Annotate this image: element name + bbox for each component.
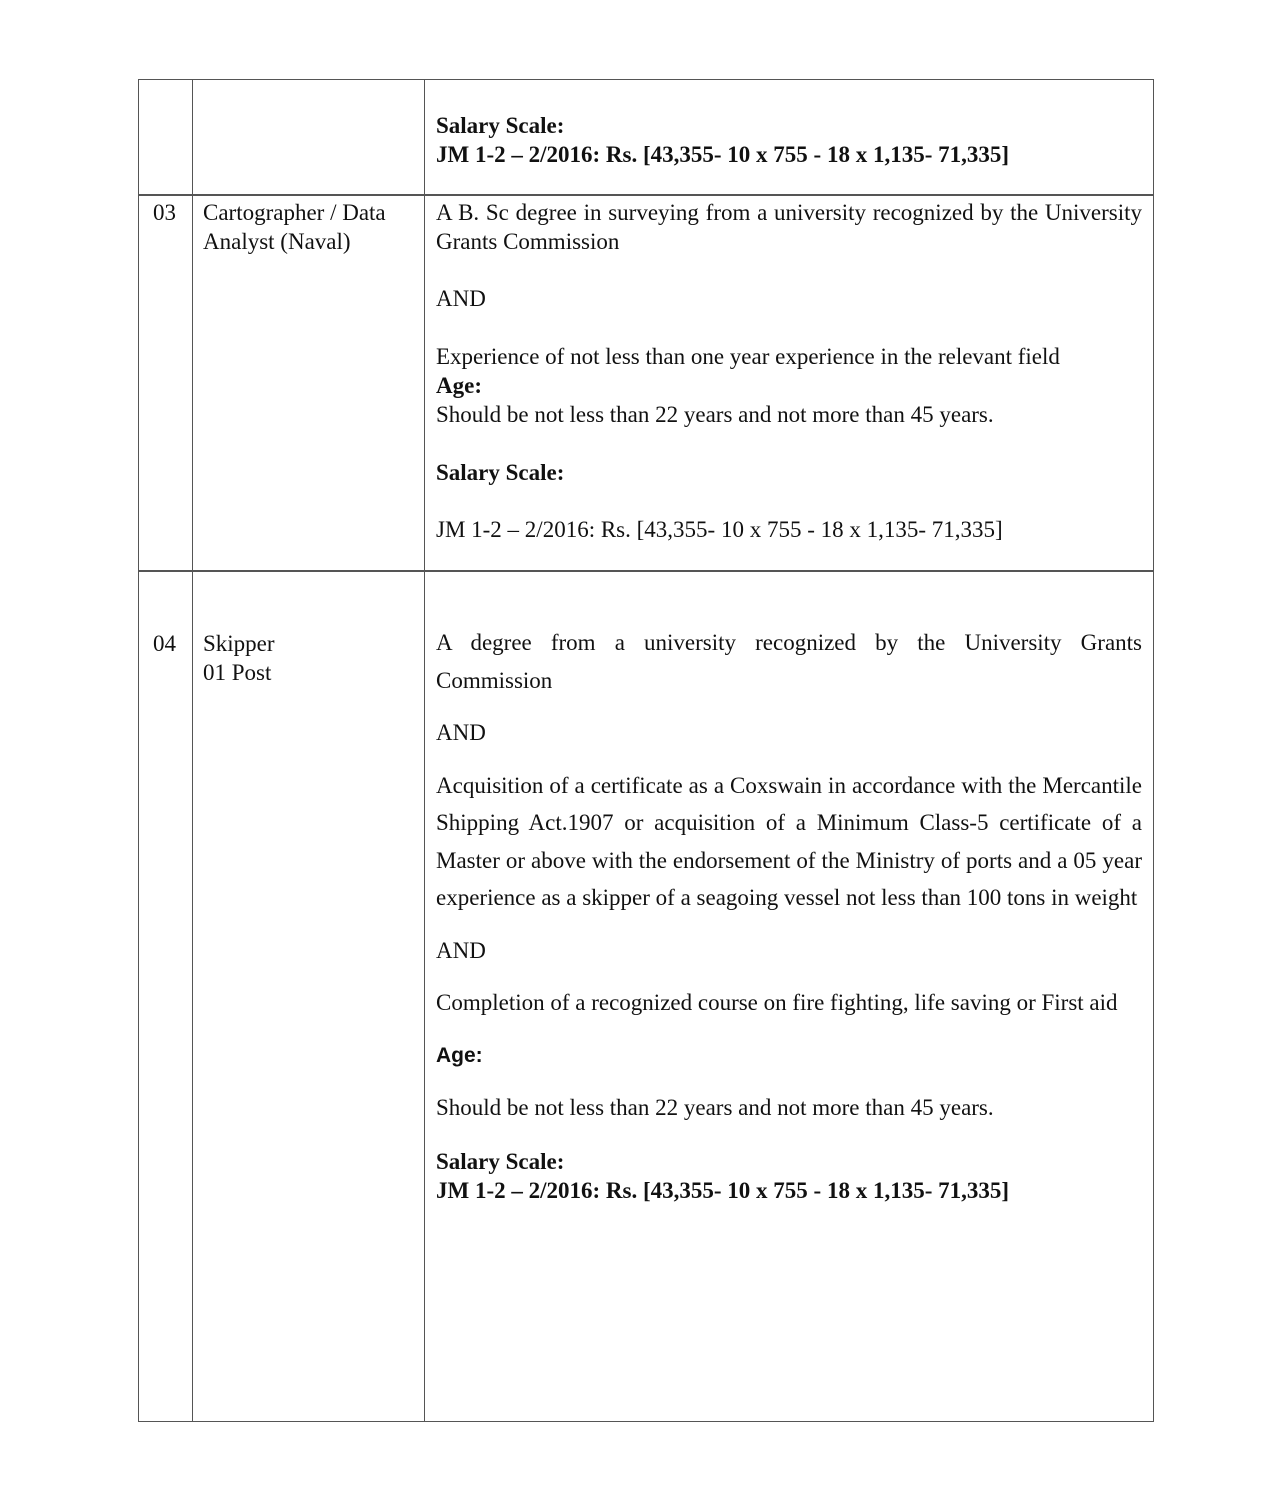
column-divider bbox=[192, 195, 193, 571]
post-title bbox=[203, 629, 423, 687]
column-divider bbox=[424, 80, 425, 195]
age-label: Age: bbox=[436, 373, 482, 398]
and-separator: AND bbox=[436, 286, 486, 311]
column-divider bbox=[424, 571, 425, 1421]
qualification-text: Experience of not less than one year experience in the relevant field bbox=[436, 344, 1060, 369]
row-number: 04 bbox=[153, 631, 176, 656]
row-number: 03 bbox=[153, 200, 176, 225]
post-title: Cartographer / Data Analyst (Naval) bbox=[203, 200, 386, 254]
column-divider bbox=[424, 195, 425, 571]
salary-scale-label: Salary Scale: bbox=[436, 1148, 565, 1174]
age-value: Should be not less than 22 years and not more than 45 years. bbox=[436, 402, 994, 427]
requirements-cell bbox=[436, 624, 1142, 1205]
qualification-text: A B. Sc degree in surveying from a university recognized by the University Grants Commission bbox=[436, 200, 1142, 254]
salary-scale-value: JM 1-2 – 2/2016: Rs. [43,355- 10 x 755 - 18 x 1,135- 71,335] bbox=[436, 1177, 1010, 1203]
column-divider bbox=[192, 80, 193, 195]
table-row-continued bbox=[138, 79, 1154, 196]
salary-scale-block bbox=[436, 1147, 1142, 1205]
and-separator: AND bbox=[436, 937, 486, 963]
salary-scale-block bbox=[436, 111, 1142, 169]
qualification-text: A degree from a university recognized by the University Grants Commission bbox=[436, 630, 1142, 693]
post-count: 01 Post bbox=[203, 660, 272, 685]
age-value: Should be not less than 22 years and not more than 45 years. bbox=[436, 1095, 994, 1120]
salary-scale-value: JM 1-2 – 2/2016: Rs. [43,355- 10 x 755 - 18 x 1,135- 71,335] bbox=[436, 142, 1010, 167]
table-row-03 bbox=[138, 194, 1154, 572]
qualification-text: Completion of a recognized course on fire fighting, life saving or First aid bbox=[436, 990, 1118, 1015]
and-separator: AND bbox=[436, 720, 486, 745]
qualification-text: Acquisition of a certificate as a Coxswain in accordance with the Mercantile Shipping Act.1907 or acquisition of a Minimum Class-5 certificate of a Master or above with the endorsement of the Ministry of ports and a 05 year experience as a skipper of a seagoing vessel not less than 100 tons in weight bbox=[436, 772, 1142, 910]
salary-scale-label: Salary Scale: bbox=[436, 460, 565, 485]
post-name: Skipper bbox=[203, 631, 275, 656]
salary-scale-value: JM 1-2 – 2/2016: Rs. [43,355- 10 x 755 - 18 x 1,135- 71,335] bbox=[436, 517, 1003, 542]
age-label: Age: bbox=[436, 1043, 483, 1067]
table-row-04 bbox=[138, 570, 1154, 1422]
requirements-cell bbox=[436, 198, 1142, 544]
salary-scale-label: Salary Scale: bbox=[436, 113, 565, 138]
column-divider bbox=[192, 571, 193, 1421]
